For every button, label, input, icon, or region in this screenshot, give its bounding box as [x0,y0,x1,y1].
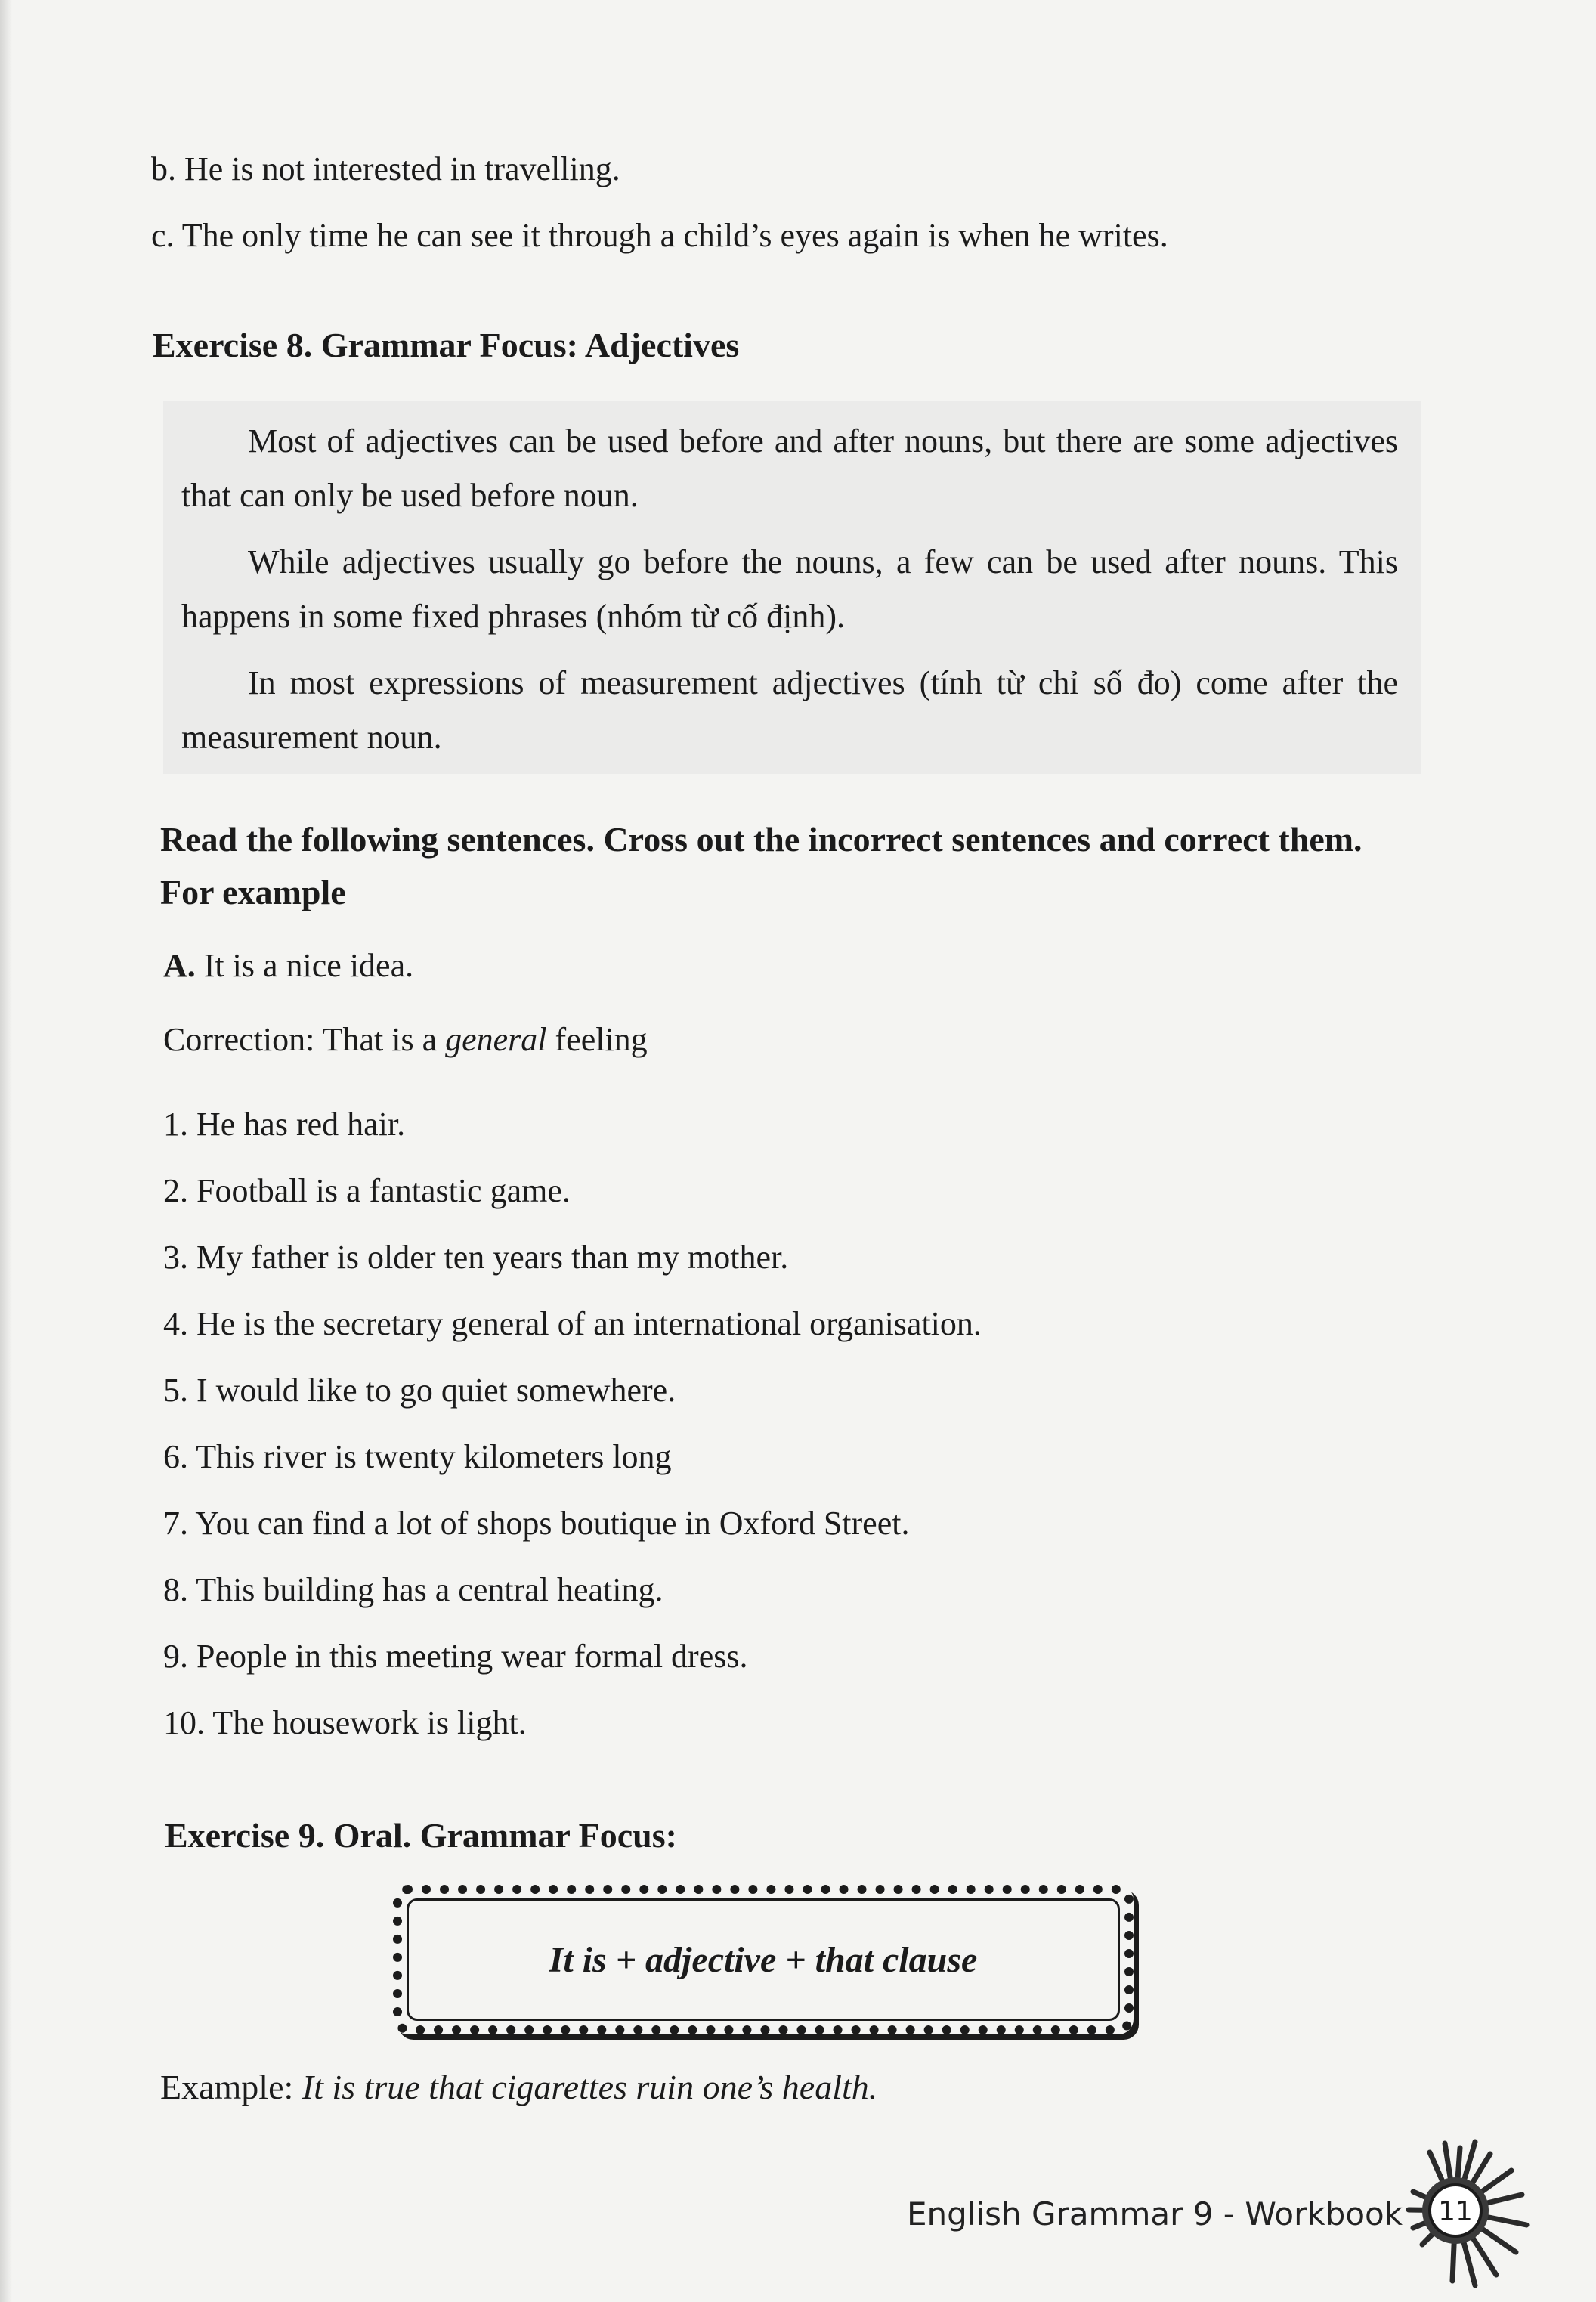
example-a-label: A. [163,947,196,984]
grammar-note-2: While adjectives usually go before the nouns, a few can be used after nouns. This happens in some fixed phrases (nhóm từ cố định). [181,543,1398,635]
example-text: It is true that cigarettes ruin one’s health. [302,2068,878,2106]
example-a-sentence: It is a nice idea. [203,947,414,984]
correction-suffix: feeling [555,1021,648,1058]
sentence-4: 4. He is the secretary general of an international organisation. [163,1305,982,1342]
sentence-7: 7. You can find a lot of shops boutique in Oxford Street. [163,1505,910,1542]
sentence-10: 10. The housework is light. [163,1704,527,1741]
grammar-note-1: Most of adjectives can be used before and after nouns, but there are some adjectives that can only be used before noun. [181,422,1398,514]
sentence-2: 2. Football is a fantastic game. [163,1172,571,1209]
example-label: Example: [160,2068,294,2106]
exercise-9-heading: Exercise 9. Oral. Grammar Focus: [165,1816,677,1855]
example-correction [163,1019,648,1061]
page-edge-shadow [0,0,12,2302]
sentence-1: 1. He has red hair. [163,1106,406,1143]
grammar-note-3: In most expressions of measurement adjectives (tính từ chỉ số đo) come after the measurement noun. [181,664,1398,756]
page-number-sunburst-icon [1383,2131,1534,2290]
sentence-3: 3. My father is older ten years than my mother. [163,1239,789,1276]
sentence-5: 5. I would like to go quiet somewhere. [163,1372,676,1409]
sentence-9: 9. People in this meeting wear formal dress. [163,1638,748,1675]
sentence-6: 6. This river is twenty kilometers long [163,1438,672,1475]
sentence-8: 8. This building has a central heating. [163,1571,663,1608]
page-number: 11 [1438,2196,1473,2227]
exercise-9-example [160,2066,877,2109]
formula-frame [393,1885,1134,2034]
correction-prefix: Correction: That is a [163,1021,438,1058]
for-example-label: For example [160,873,346,911]
formula-text: It is + adjective + that clause [549,1939,978,1980]
exercise-8-heading: Exercise 8. Grammar Focus: Adjectives [153,326,740,364]
footer-book-title: English Grammar 9 - Workbook [907,2195,1403,2232]
answer-c: c. The only time he can see it through a child’s eyes again is when he writes. [151,217,1168,254]
exercise-8-instruction: Read the following sentences. Cross out the incorrect sentences and correct them. [160,820,1362,859]
correction-italic-word: general [445,1021,547,1058]
example-a [163,945,413,987]
answer-b: b. He is not interested in travelling. [151,150,620,187]
